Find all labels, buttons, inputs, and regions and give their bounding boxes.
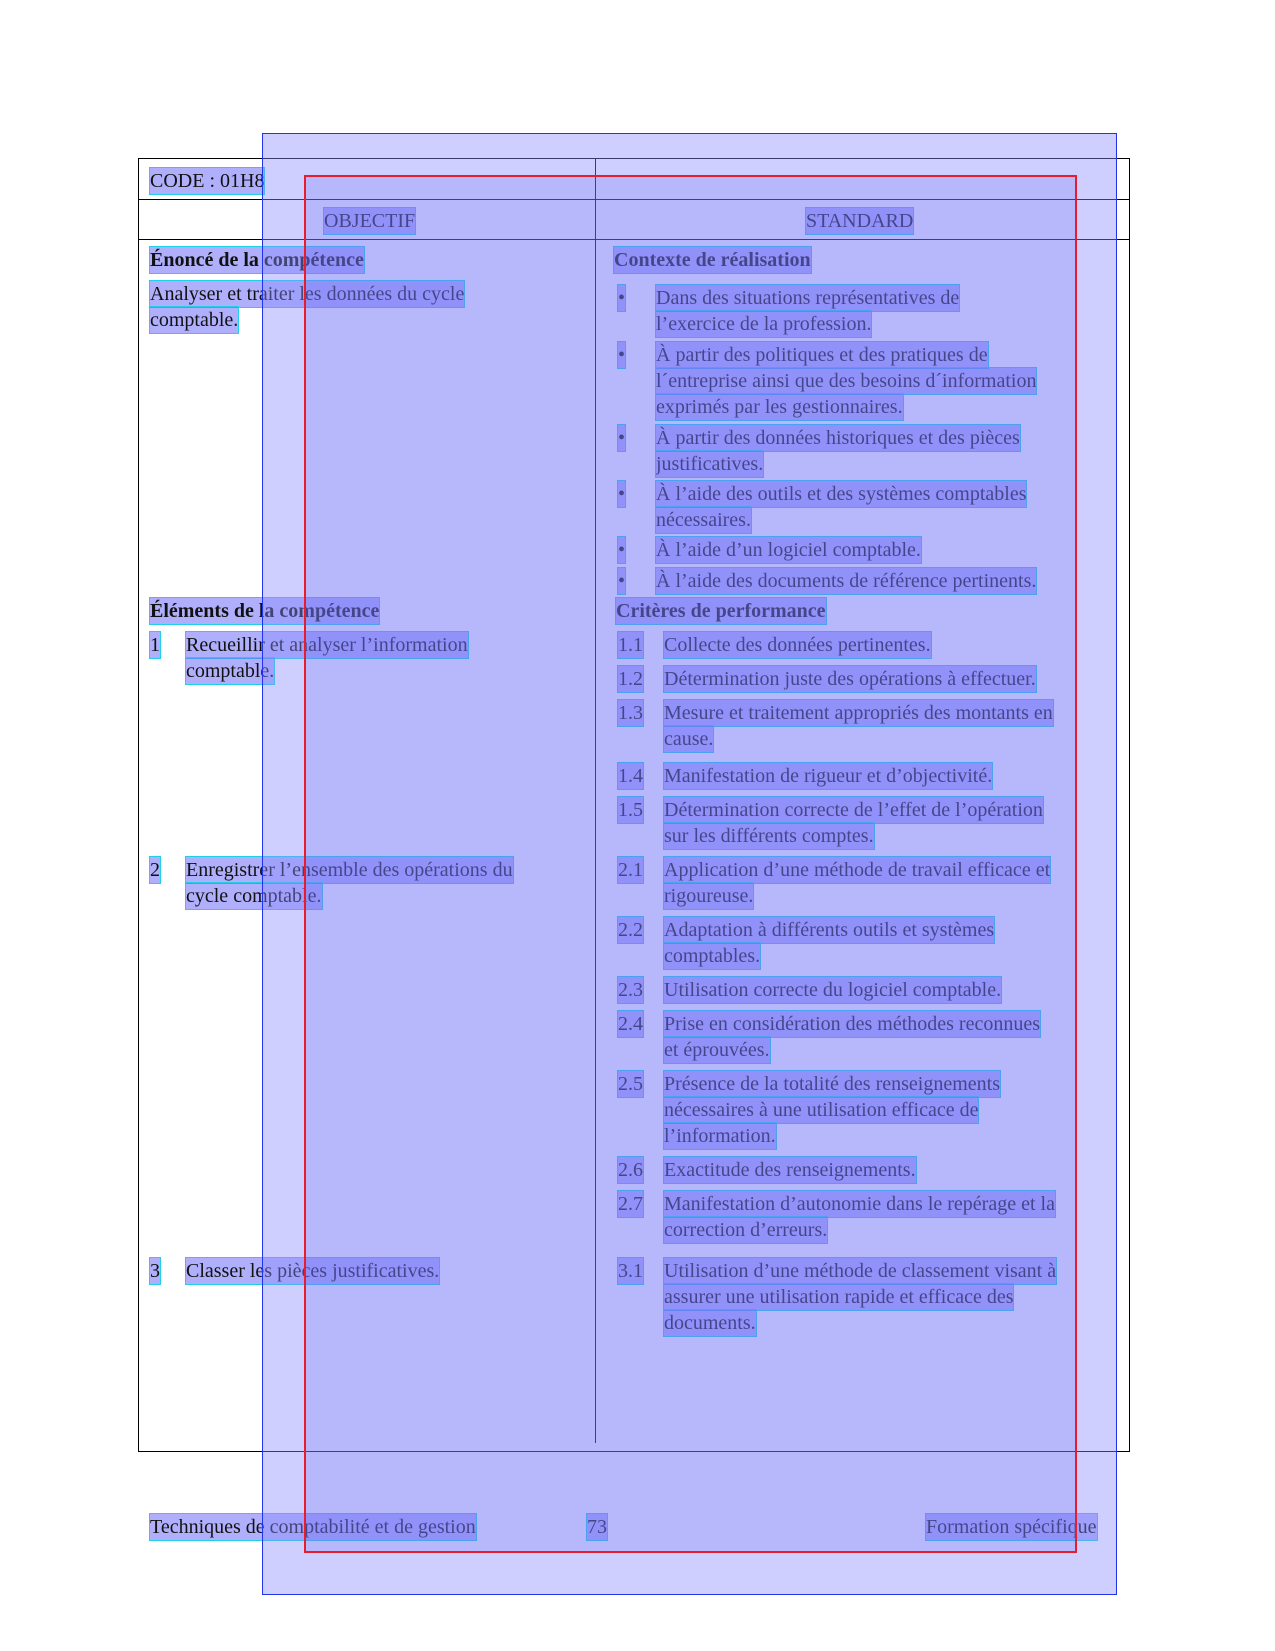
element-2-line-2: cycle comptable.: [186, 885, 322, 907]
contexte-item-3-line-1: À partir des données historiques et des pièces: [656, 427, 1020, 449]
contexte-item-1-line-2: l’exercice de la profession.: [656, 313, 872, 335]
element-1-line-1: Recueillir et analyser l’information: [186, 634, 468, 656]
critere-1-2-line-1: Détermination juste des opérations à effectuer.: [664, 668, 1036, 690]
element-3-line-1: Classer les pièces justificatives.: [186, 1260, 440, 1282]
standard-header: STANDARD: [806, 210, 914, 232]
element-number: 2: [150, 859, 160, 881]
critere-number: 2.4: [618, 1013, 643, 1035]
critere-2-5-line-2: nécessaires à une utilisation efficace de: [664, 1099, 979, 1121]
contexte-bullet: •: [618, 427, 626, 449]
critere-1-5-line-2: sur les différents comptes.: [664, 825, 874, 847]
criteres-title: Critères de performance: [616, 600, 826, 622]
enonce-title: Énoncé de la compétence: [150, 249, 364, 271]
critere-1-4-line-1: Manifestation de rigueur et d’objectivité.: [664, 765, 993, 787]
element-1-line-2: comptable.: [186, 660, 275, 682]
critere-number: 1.4: [618, 765, 643, 787]
critere-number: 2.2: [618, 919, 643, 941]
red-selection-box: [304, 175, 1077, 1553]
critere-1-5-line-1: Détermination correcte de l’effet de l’opération: [664, 799, 1043, 821]
critere-2-5-line-1: Présence de la totalité des renseignements: [664, 1073, 1000, 1095]
critere-2-1-line-2: rigoureuse.: [664, 885, 754, 907]
element-number: 3: [150, 1260, 160, 1282]
critere-2-4-line-1: Prise en considération des méthodes reconnues: [664, 1013, 1041, 1035]
contexte-bullet: •: [618, 483, 626, 505]
element-number: 1: [150, 634, 160, 656]
critere-number: 1.1: [618, 634, 643, 656]
critere-number: 2.5: [618, 1073, 643, 1095]
contexte-item-1-line-1: Dans des situations représentatives de: [656, 287, 960, 309]
contexte-item-4-line-2: nécessaires.: [656, 509, 751, 531]
contexte-item-4-line-1: À l’aide des outils et des systèmes comptables: [656, 483, 1027, 505]
contexte-bullet: •: [618, 570, 626, 592]
critere-1-3-line-2: cause.: [664, 728, 714, 750]
contexte-item-2-line-1: À partir des politiques et des pratiques de: [656, 344, 988, 366]
critere-2-3-line-1: Utilisation correcte du logiciel comptable.: [664, 979, 1002, 1001]
contexte-bullet: •: [618, 287, 626, 309]
footer-section: Formation spécifique: [926, 1516, 1097, 1538]
element-2-line-1: Enregistrer l’ensemble des opérations du: [186, 859, 513, 881]
critere-3-1-line-3: documents.: [664, 1312, 756, 1334]
table-right-border: [1129, 158, 1130, 1451]
critere-2-7-line-2: correction d’erreurs.: [664, 1219, 828, 1241]
contexte-item-5-line-1: À l’aide d’un logiciel comptable.: [656, 539, 921, 561]
critere-number: 3.1: [618, 1260, 643, 1282]
critere-number: 2.1: [618, 859, 643, 881]
enonce-line-1: Analyser et traiter les données du cycle: [150, 283, 465, 305]
critere-2-4-line-2: et éprouvées.: [664, 1039, 770, 1061]
critere-number: 2.7: [618, 1193, 643, 1215]
critere-3-1-line-2: assurer une utilisation rapide et efficace des: [664, 1286, 1014, 1308]
table-left-border: [138, 158, 139, 1451]
critere-2-2-line-2: comptables.: [664, 945, 761, 967]
critere-2-6-line-1: Exactitude des renseignements.: [664, 1159, 916, 1181]
critere-2-1-line-1: Application d’une méthode de travail efficace et: [664, 859, 1051, 881]
contexte-item-2-line-2: l´entreprise ainsi que des besoins d´information: [656, 370, 1037, 392]
critere-2-7-line-1: Manifestation d’autonomie dans le repérage et la: [664, 1193, 1055, 1215]
enonce-line-2: comptable.: [150, 309, 239, 331]
critere-number: 2.6: [618, 1159, 643, 1181]
contexte-item-6-line-1: À l’aide des documents de référence pertinents.: [656, 570, 1037, 592]
critere-3-1-line-1: Utilisation d’une méthode de classement visant à: [664, 1260, 1057, 1282]
footer-program: Techniques de comptabilité et de gestion: [150, 1516, 476, 1538]
contexte-item-3-line-2: justificatives.: [656, 453, 764, 475]
objectif-header: OBJECTIF: [324, 210, 416, 232]
footer-page-number: 73: [587, 1516, 607, 1538]
critere-number: 1.5: [618, 799, 643, 821]
critere-1-1-line-1: Collecte des données pertinentes.: [664, 634, 931, 656]
contexte-item-2-line-3: exprimés par les gestionnaires.: [656, 396, 903, 418]
critere-number: 1.2: [618, 668, 643, 690]
critere-1-3-line-1: Mesure et traitement appropriés des montants en: [664, 702, 1053, 724]
critere-number: 2.3: [618, 979, 643, 1001]
critere-2-5-line-3: l’information.: [664, 1125, 776, 1147]
contexte-bullet: •: [618, 344, 626, 366]
code-label: CODE : 01H8: [150, 170, 265, 192]
contexte-bullet: •: [618, 539, 626, 561]
contexte-title: Contexte de réalisation: [614, 249, 811, 271]
elements-title: Éléments de la compétence: [150, 600, 380, 622]
critere-number: 1.3: [618, 702, 643, 724]
critere-2-2-line-1: Adaptation à différents outils et systèmes: [664, 919, 995, 941]
